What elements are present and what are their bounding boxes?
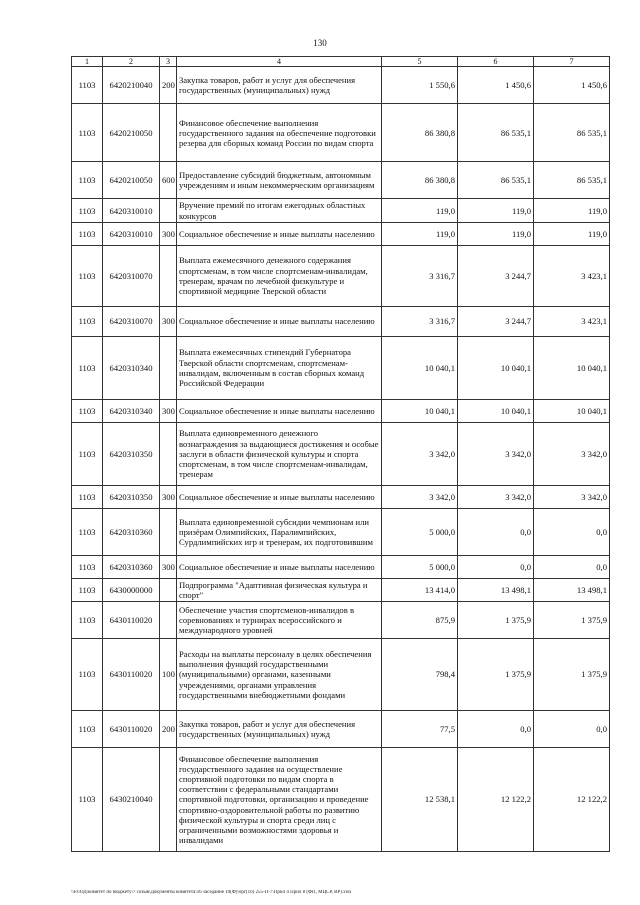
table-row bbox=[72, 67, 610, 104]
cell-amount-col7: 1 375,9 bbox=[534, 639, 610, 711]
cell-section: 1103 bbox=[72, 748, 103, 852]
header-cell: 6 bbox=[458, 57, 534, 67]
cell-target-article: 6430000000 bbox=[103, 578, 160, 601]
cell-section: 1103 bbox=[72, 578, 103, 601]
cell-section: 1103 bbox=[72, 508, 103, 555]
cell-expense-type bbox=[160, 508, 177, 555]
cell-name: Социальное обеспечение и иные выплаты населению bbox=[177, 306, 382, 336]
cell-section: 1103 bbox=[72, 639, 103, 711]
cell-name: Социальное обеспечение и иные выплаты населению bbox=[177, 399, 382, 422]
cell-name: Выплата ежемесячного денежного содержания спортсменам, в том числе спортсменам-инвалидам, тренерам, врачам по лечебной физкультуре и спортивной медицине Тверской области bbox=[177, 245, 382, 306]
cell-target-article: 6430110020 bbox=[103, 602, 160, 639]
cell-amount-col5: 10 040,1 bbox=[382, 399, 458, 422]
cell-expense-type: 600 bbox=[160, 162, 177, 199]
cell-section: 1103 bbox=[72, 199, 103, 222]
cell-expense-type bbox=[160, 199, 177, 222]
cell-amount-col6: 10 040,1 bbox=[458, 399, 534, 422]
cell-amount-col5: 10 040,1 bbox=[382, 336, 458, 399]
budget-table bbox=[71, 56, 610, 852]
table-row bbox=[72, 422, 610, 485]
cell-amount-col6: 86 535,1 bbox=[458, 104, 534, 162]
table-row bbox=[72, 104, 610, 162]
cell-expense-type bbox=[160, 104, 177, 162]
cell-name: Финансовое обеспечение выполнения государственного задания на осуществление спортивной подготовки по видам спорта в соответствии с федеральными стандартами спортивной подготовки, организацию и проведение спортивно-оздоровительной работы по развитию физической культуры и спорта среди лиц с ограниченными возможностями здоровья и инвалидами bbox=[177, 748, 382, 852]
cell-amount-col7: 86 535,1 bbox=[534, 162, 610, 199]
cell-amount-col5: 3 316,7 bbox=[382, 306, 458, 336]
cell-expense-type bbox=[160, 748, 177, 852]
cell-expense-type: 300 bbox=[160, 399, 177, 422]
cell-target-article: 6420310360 bbox=[103, 508, 160, 555]
cell-expense-type: 300 bbox=[160, 485, 177, 508]
table-row bbox=[72, 306, 610, 336]
table-row bbox=[72, 399, 610, 422]
cell-target-article: 6420310070 bbox=[103, 245, 160, 306]
cell-amount-col5: 119,0 bbox=[382, 199, 458, 222]
cell-amount-col6: 119,0 bbox=[458, 222, 534, 245]
header-cell: 4 bbox=[177, 57, 382, 67]
cell-amount-col7: 0,0 bbox=[534, 508, 610, 555]
cell-amount-col7: 0,0 bbox=[534, 555, 610, 578]
cell-amount-col5: 5 000,0 bbox=[382, 555, 458, 578]
cell-section: 1103 bbox=[72, 306, 103, 336]
cell-section: 1103 bbox=[72, 162, 103, 199]
cell-amount-col7: 3 423,1 bbox=[534, 245, 610, 306]
cell-expense-type: 300 bbox=[160, 306, 177, 336]
cell-target-article: 6420210050 bbox=[103, 162, 160, 199]
cell-amount-col6: 3 244,7 bbox=[458, 245, 534, 306]
cell-amount-col6: 119,0 bbox=[458, 199, 534, 222]
cell-section: 1103 bbox=[72, 336, 103, 399]
cell-section: 1103 bbox=[72, 104, 103, 162]
cell-amount-col6: 3 342,0 bbox=[458, 422, 534, 485]
cell-amount-col5: 86 380,8 bbox=[382, 162, 458, 199]
cell-name: Расходы на выплаты персоналу в целях обеспечения выполнения функций государственными (муниципальными) органами, казенными учреждениями, органами управления государственными внебюджетными фондами bbox=[177, 639, 382, 711]
cell-expense-type bbox=[160, 602, 177, 639]
cell-amount-col6: 10 040,1 bbox=[458, 336, 534, 399]
cell-amount-col6: 0,0 bbox=[458, 508, 534, 555]
cell-section: 1103 bbox=[72, 399, 103, 422]
cell-amount-col5: 3 342,0 bbox=[382, 422, 458, 485]
cell-amount-col5: 3 316,7 bbox=[382, 245, 458, 306]
cell-amount-col7: 86 535,1 bbox=[534, 104, 610, 162]
cell-target-article: 6420310350 bbox=[103, 422, 160, 485]
cell-amount-col6: 1 375,9 bbox=[458, 602, 534, 639]
cell-amount-col7: 13 498,1 bbox=[534, 578, 610, 601]
cell-name: Закупка товаров, работ и услуг для обеспечения государственных (муниципальных) нужд bbox=[177, 67, 382, 104]
table-row bbox=[72, 336, 610, 399]
cell-target-article: 6420310070 bbox=[103, 306, 160, 336]
cell-expense-type bbox=[160, 422, 177, 485]
table-row bbox=[72, 555, 610, 578]
table-row bbox=[72, 485, 610, 508]
cell-amount-col7: 1 450,6 bbox=[534, 67, 610, 104]
cell-expense-type: 200 bbox=[160, 67, 177, 104]
cell-amount-col7: 3 423,1 bbox=[534, 306, 610, 336]
cell-target-article: 6420210050 bbox=[103, 104, 160, 162]
cell-amount-col5: 3 342,0 bbox=[382, 485, 458, 508]
cell-section: 1103 bbox=[72, 222, 103, 245]
cell-target-article: 6420310360 bbox=[103, 555, 160, 578]
cell-amount-col5: 119,0 bbox=[382, 222, 458, 245]
cell-target-article: 6420310010 bbox=[103, 222, 160, 245]
cell-amount-col7: 119,0 bbox=[534, 222, 610, 245]
cell-name: Подпрограмма "Адаптивная физическая культура и спорт" bbox=[177, 578, 382, 601]
header-row bbox=[72, 57, 610, 67]
header-cell: 2 bbox=[103, 57, 160, 67]
cell-section: 1103 bbox=[72, 485, 103, 508]
cell-amount-col6: 0,0 bbox=[458, 711, 534, 748]
cell-name: Вручение премий по итогам ежегодных областных конкурсов bbox=[177, 199, 382, 222]
cell-name: Социальное обеспечение и иные выплаты населению bbox=[177, 485, 382, 508]
cell-amount-col7: 10 040,1 bbox=[534, 336, 610, 399]
cell-amount-col6: 13 498,1 bbox=[458, 578, 534, 601]
cell-expense-type: 300 bbox=[160, 222, 177, 245]
cell-section: 1103 bbox=[72, 711, 103, 748]
table-row bbox=[72, 222, 610, 245]
cell-name: Предоставление субсидий бюджетным, автономным учреждениям и иным некоммерческим организациям bbox=[177, 162, 382, 199]
cell-amount-col5: 77,5 bbox=[382, 711, 458, 748]
cell-target-article: 6420210040 bbox=[103, 67, 160, 104]
cell-section: 1103 bbox=[72, 602, 103, 639]
table-row bbox=[72, 602, 610, 639]
table-row bbox=[72, 508, 610, 555]
cell-expense-type: 200 bbox=[160, 711, 177, 748]
cell-amount-col5: 875,9 bbox=[382, 602, 458, 639]
cell-amount-col6: 3 244,7 bbox=[458, 306, 534, 336]
cell-target-article: 6430110020 bbox=[103, 711, 160, 748]
cell-name: Социальное обеспечение и иные выплаты населению bbox=[177, 555, 382, 578]
cell-section: 1103 bbox=[72, 67, 103, 104]
cell-section: 1103 bbox=[72, 422, 103, 485]
cell-amount-col6: 1 450,6 bbox=[458, 67, 534, 104]
table-row bbox=[72, 162, 610, 199]
cell-target-article: 6430110020 bbox=[103, 639, 160, 711]
cell-section: 1103 bbox=[72, 555, 103, 578]
table-row bbox=[72, 711, 610, 748]
cell-amount-col7: 3 342,0 bbox=[534, 422, 610, 485]
header-cell: 5 bbox=[382, 57, 458, 67]
cell-amount-col7: 1 375,9 bbox=[534, 602, 610, 639]
table-row bbox=[72, 199, 610, 222]
cell-name: Социальное обеспечение и иные выплаты населению bbox=[177, 222, 382, 245]
cell-expense-type bbox=[160, 245, 177, 306]
cell-amount-col7: 119,0 bbox=[534, 199, 610, 222]
header-cell: 3 bbox=[160, 57, 177, 67]
table-row bbox=[72, 639, 610, 711]
header-cell: 7 bbox=[534, 57, 610, 67]
table-row bbox=[72, 748, 610, 852]
cell-name: Обеспечение участия спортсменов-инвалидов в соревнованиях и турнирах всероссийского и международного уровней bbox=[177, 602, 382, 639]
cell-target-article: 6430210040 bbox=[103, 748, 160, 852]
cell-target-article: 6420310340 bbox=[103, 336, 160, 399]
page-number: 130 bbox=[313, 38, 327, 48]
cell-amount-col5: 798,4 bbox=[382, 639, 458, 711]
cell-expense-type: 300 bbox=[160, 555, 177, 578]
cell-amount-col6: 12 122,2 bbox=[458, 748, 534, 852]
cell-name: Финансовое обеспечение выполнения государственного задания на обеспечение подготовки резерва для сборных команд России по видам спорта bbox=[177, 104, 382, 162]
header-cell: 1 bbox=[72, 57, 103, 67]
cell-target-article: 6420310010 bbox=[103, 199, 160, 222]
cell-amount-col7: 12 122,2 bbox=[534, 748, 610, 852]
cell-amount-col6: 86 535,1 bbox=[458, 162, 534, 199]
cell-amount-col5: 86 380,8 bbox=[382, 104, 458, 162]
cell-amount-col5: 5 000,0 bbox=[382, 508, 458, 555]
cell-expense-type: 100 bbox=[160, 639, 177, 711]
file-path-footer: \\Fs\ОД\комитет по бюджету\7 созыв\Документы комитета\16 заседание 10(Ф)\орг(16) 255-П-7\Прил 4 Прил 8 (ФП, МЦСР, ВР).xlsx bbox=[71, 890, 352, 895]
cell-name: Выплата единовременной субсидии чемпионам или призёрам Олимпийских, Паралимпийских, Сурдлимпийских игр и тренерам, их подготовившим bbox=[177, 508, 382, 555]
cell-amount-col5: 12 538,1 bbox=[382, 748, 458, 852]
table-row bbox=[72, 578, 610, 601]
cell-amount-col5: 13 414,0 bbox=[382, 578, 458, 601]
cell-amount-col6: 0,0 bbox=[458, 555, 534, 578]
cell-name: Закупка товаров, работ и услуг для обеспечения государственных (муниципальных) нужд bbox=[177, 711, 382, 748]
cell-amount-col7: 3 342,0 bbox=[534, 485, 610, 508]
cell-amount-col5: 1 550,6 bbox=[382, 67, 458, 104]
cell-target-article: 6420310350 bbox=[103, 485, 160, 508]
cell-section: 1103 bbox=[72, 245, 103, 306]
cell-expense-type bbox=[160, 336, 177, 399]
cell-target-article: 6420310340 bbox=[103, 399, 160, 422]
cell-expense-type bbox=[160, 578, 177, 601]
cell-amount-col7: 10 040,1 bbox=[534, 399, 610, 422]
cell-amount-col6: 1 375,9 bbox=[458, 639, 534, 711]
cell-name: Выплата ежемесячных стипендий Губернатора Тверской области спортсменам, спортсменам-инвалидам, включенным в состав сборных команд Российской Федерации bbox=[177, 336, 382, 399]
cell-amount-col6: 3 342,0 bbox=[458, 485, 534, 508]
table-row bbox=[72, 245, 610, 306]
cell-name: Выплата единовременного денежного вознаграждения за выдающиеся достижения и особые заслуги в области физической культуры и спорта спортсменам, в том числе спортсменам-инвалидам, тренерам bbox=[177, 422, 382, 485]
cell-amount-col7: 0,0 bbox=[534, 711, 610, 748]
